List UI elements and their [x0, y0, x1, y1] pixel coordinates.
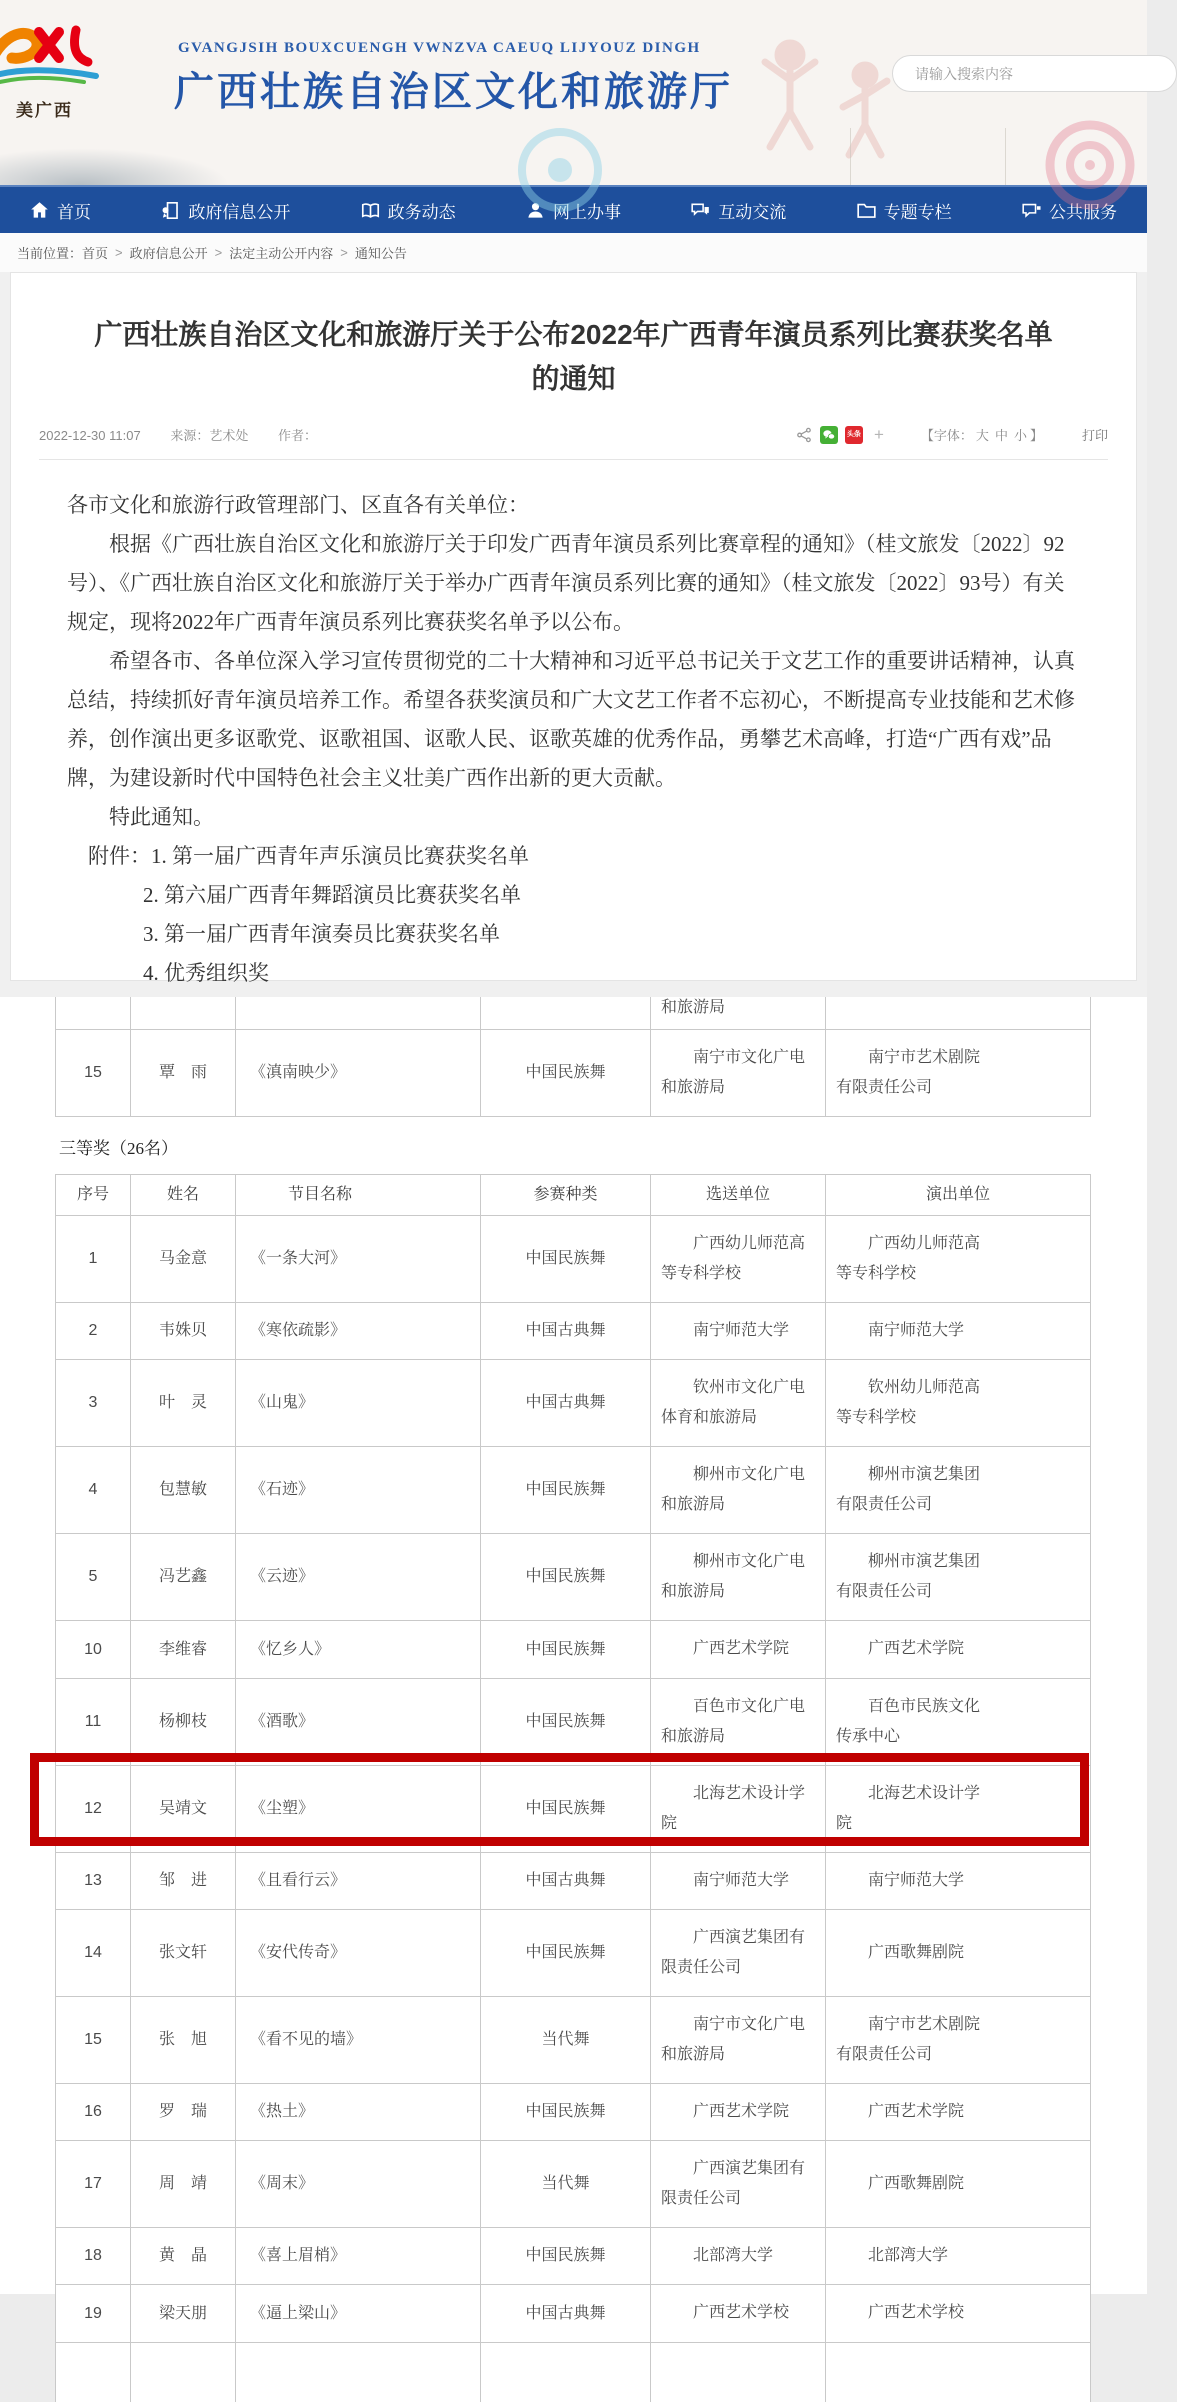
table-cell-title: 《一条大河》	[236, 1216, 481, 1303]
table-cell-name: 包慧敏	[131, 1447, 236, 1534]
table-cell-title: 《安代传奇》	[236, 1909, 481, 1996]
unit-text: 北海艺术设计学院	[661, 1784, 806, 1832]
table-cell-sender	[651, 1216, 826, 1303]
table-cell-sender	[651, 1852, 826, 1909]
nav-item-label: 政务动态	[387, 202, 456, 222]
table-cell-title: 《热土》	[236, 2083, 481, 2140]
table-cell-performer	[826, 997, 1091, 1030]
breadcrumb-item-gov-info[interactable]: 政府信息公开	[129, 246, 208, 261]
unit-text: 南宁市文化广电和旅游局	[661, 2015, 806, 2063]
nav-item-label: 互动交流	[718, 202, 787, 222]
table-header-row	[56, 1175, 1091, 1216]
table-cell-performer	[826, 1534, 1091, 1621]
nav-item-label: 政府信息公开	[188, 202, 291, 222]
table-cell-title: 《周末》	[236, 2141, 481, 2228]
table-row	[56, 1303, 1091, 1360]
table-cell-category: 中国民族舞	[481, 1678, 651, 1765]
unit-text: 广西演艺集团有限责任公司	[661, 2160, 806, 2208]
table-cell-performer	[826, 2228, 1091, 2285]
unit-text: 广西艺术学院	[868, 1640, 965, 1658]
open-book-icon	[361, 201, 380, 220]
table-cell-sender	[651, 2342, 826, 2402]
site-title: 广西壮族自治区文化和旅游厅	[174, 70, 733, 114]
article-meta	[39, 425, 1108, 460]
table-cell-category: 中国民族舞	[481, 1765, 651, 1852]
paragraph: 各市文化和旅游行政管理部门、区直各有关单位：	[67, 493, 529, 517]
table-cell-performer	[826, 1447, 1091, 1534]
table-cell-no: 16	[56, 2083, 131, 2140]
table-row	[56, 1360, 1091, 1447]
article-source: 来源：艺术处	[170, 428, 249, 443]
table-cell-no: 15	[56, 1996, 131, 2083]
table-cell-performer	[826, 1303, 1091, 1360]
breadcrumb-separator: >	[340, 245, 348, 260]
table-cell-sender	[651, 1534, 826, 1621]
table-cell-performer	[826, 2083, 1091, 2140]
paragraph: 希望各市、各单位深入学习宣传贯彻党的二十大精神和习近平总书记关于文艺工作的重要讲话精神，认真总结，持续抓好青年演员培养工作。希望各获奖演员和广大文艺工作者不忘初心，不断提高专业技能和艺术修养，创作演出更多讴歌党、讴歌祖国、讴歌人民、讴歌英雄的优秀作品，勇攀艺术高峰，打造“广西有戏”品牌，为建设新时代中国特色社会主义壮美广西作出新的更大贡献。	[67, 649, 1075, 790]
table-cell-title: 《忆乡人》	[236, 1621, 481, 1678]
table-row	[56, 2228, 1091, 2285]
table-row	[56, 997, 1091, 1030]
pink-spiral-decoration	[1030, 110, 1150, 185]
folder-icon	[857, 201, 876, 220]
nav-item-label: 专题专栏	[883, 202, 952, 222]
table-cell-no: 1	[56, 1216, 131, 1303]
divider-line	[850, 128, 851, 185]
unit-text: 钦州幼儿师范高等专科学校	[836, 1379, 981, 1427]
table-cell-sender	[651, 1621, 826, 1678]
table-cell-title: 《云迹》	[236, 1534, 481, 1621]
table-row	[56, 1030, 1091, 1117]
table-cell-title	[236, 997, 481, 1030]
table-cell-category: 中国民族舞	[481, 1621, 651, 1678]
table-cell-category: 当代舞	[481, 1996, 651, 2083]
unit-text: 广西演艺集团有限责任公司	[661, 1928, 806, 1976]
table-cell-performer	[826, 1621, 1091, 1678]
table-cell-performer	[826, 2141, 1091, 2228]
nav-item-label: 首页	[57, 202, 91, 222]
table-cell-sender	[651, 1765, 826, 1852]
table-row	[56, 1621, 1091, 1678]
table-cell-performer	[826, 1216, 1091, 1303]
third-prize-label: 三等奖（26名）	[59, 1139, 178, 1159]
main-nav	[0, 185, 1147, 233]
table-cell-name	[131, 2342, 236, 2402]
table-cell-title: 《看不见的墙》	[236, 1996, 481, 2083]
table-row	[56, 2342, 1091, 2402]
toutiao-share-icon[interactable]: 头条	[845, 426, 863, 444]
table-cell-category: 中国古典舞	[481, 1303, 651, 1360]
table-cell-no	[56, 997, 131, 1030]
more-share-icon[interactable]: +	[873, 424, 884, 444]
breadcrumb	[0, 233, 1147, 272]
third-prize-table	[55, 1174, 1091, 2402]
table-row	[56, 1909, 1091, 1996]
person-icon	[526, 201, 545, 220]
table-cell-title: 《喜上眉梢》	[236, 2228, 481, 2285]
unit-text: 柳州市文化广电和旅游局	[661, 1466, 806, 1514]
table-cell-no: 2	[56, 1303, 131, 1360]
table-cell-title	[236, 2342, 481, 2402]
paragraph: 特此通知。	[109, 805, 214, 829]
unit-text: 钦州市文化广电体育和旅游局	[661, 1379, 806, 1427]
table-cell-category	[481, 997, 651, 1030]
font-size-large-button[interactable]: 大	[975, 428, 989, 443]
table-cell-name: 邹 进	[131, 1852, 236, 1909]
table-cell-no: 13	[56, 1852, 131, 1909]
mountain-decoration	[0, 148, 230, 185]
table-cell-sender	[651, 1996, 826, 2083]
table-cell-sender	[651, 2228, 826, 2285]
unit-text: 南宁师范大学	[693, 1871, 790, 1889]
table-row	[56, 1447, 1091, 1534]
unit-text: 南宁市文化广电和旅游局	[661, 1049, 806, 1097]
table-cell-sender	[651, 1678, 826, 1765]
table-cell-name: 李维睿	[131, 1621, 236, 1678]
column-header: 演出单位	[826, 1175, 1091, 1216]
table-cell-category: 中国古典舞	[481, 1852, 651, 1909]
attachment-link[interactable]: 2. 第六届广西青年舞蹈演员比赛获奖名单	[143, 883, 521, 907]
table-row	[56, 2083, 1091, 2140]
table-cell-name	[131, 997, 236, 1030]
unit-text: 广西歌舞剧院	[868, 1943, 965, 1961]
table-cell-title: 《逼上梁山》	[236, 2285, 481, 2342]
unit-text: 南宁师范大学	[693, 1322, 790, 1340]
table-row	[56, 1765, 1091, 1852]
table-cell-name: 吴靖文	[131, 1765, 236, 1852]
unit-text: 南宁市艺术剧院有限责任公司	[836, 2015, 981, 2063]
table-cell-performer	[826, 1030, 1091, 1117]
table-cell-no: 15	[56, 1030, 131, 1117]
wechat-share-icon[interactable]	[820, 426, 838, 444]
unit-text: 北部湾大学	[693, 2247, 774, 2265]
table-cell-name: 叶 灵	[131, 1360, 236, 1447]
table-cell-name: 韦姝贝	[131, 1303, 236, 1360]
article-card	[10, 272, 1137, 985]
table-cell-no: 11	[56, 1678, 131, 1765]
table-cell-performer	[826, 1909, 1091, 1996]
table-cell-no: 4	[56, 1447, 131, 1534]
table-cell-performer	[826, 1360, 1091, 1447]
table-cell-performer	[826, 1852, 1091, 1909]
table-cell-performer	[826, 1765, 1091, 1852]
table-cell-no: 17	[56, 2141, 131, 2228]
attachment-link[interactable]: 附件：1. 第一届广西青年声乐演员比赛获奖名单	[88, 844, 529, 868]
font-widget-prefix: 【字体：	[920, 428, 973, 443]
column-header: 选送单位	[651, 1175, 826, 1216]
unit-text: 广西艺术学院	[693, 1640, 790, 1658]
table-cell-category: 中国民族舞	[481, 1534, 651, 1621]
logo-caption: 美广西	[16, 101, 73, 120]
site-logo	[0, 20, 159, 100]
table-cell-sender	[651, 1360, 826, 1447]
unit-text: 百色市文化广电和旅游局	[661, 1697, 806, 1745]
table-cell-no: 10	[56, 1621, 131, 1678]
table-cell-title: 《酒歌》	[236, 1678, 481, 1765]
table-cell-sender	[651, 1447, 826, 1534]
table-cell-sender	[651, 997, 826, 1030]
attachment-link[interactable]: 4. 优秀组织奖	[143, 961, 269, 985]
table-cell-name: 梁天朋	[131, 2285, 236, 2342]
table-cell-performer	[826, 1996, 1091, 2083]
column-header: 姓名	[131, 1175, 236, 1216]
table-cell-no: 5	[56, 1534, 131, 1621]
unit-text: 广西歌舞剧院	[868, 2175, 965, 2193]
awards-table-section	[0, 997, 1147, 2322]
article-body	[11, 460, 1136, 993]
share-group	[795, 426, 888, 444]
table-row	[56, 1216, 1091, 1303]
unit-text: 柳州市演艺集团有限责任公司	[836, 1553, 981, 1601]
unit-text: 柳州市文化广电和旅游局	[661, 1553, 806, 1601]
unit-text: 和旅游局	[661, 999, 726, 1016]
table-cell-sender	[651, 2285, 826, 2342]
unit-text: 北部湾大学	[868, 2247, 949, 2265]
table-cell-category: 中国民族舞	[481, 1909, 651, 1996]
article-title: 广西壮族自治区文化和旅游厅关于公布2022年广西青年演员系列比赛获奖名单的通知	[94, 319, 1053, 394]
table-cell-name: 周 靖	[131, 2141, 236, 2228]
table-cell-sender	[651, 1909, 826, 1996]
unit-text: 广西幼儿师范高等专科学校	[661, 1235, 806, 1283]
breadcrumb-item-home[interactable]: 首页	[82, 246, 109, 261]
font-size-medium-button[interactable]: 中	[994, 428, 1008, 443]
divider-line	[1005, 128, 1006, 185]
table-cell-name: 马金意	[131, 1216, 236, 1303]
table-cell-name: 覃 雨	[131, 1030, 236, 1117]
table-cell-category: 中国民族舞	[481, 1030, 651, 1117]
table-cell-title: 《滇南映少》	[236, 1030, 481, 1117]
nav-item-gov-news[interactable]	[341, 187, 476, 233]
nav-item-interaction[interactable]	[671, 187, 806, 233]
table-cell-title: 《山鬼》	[236, 1360, 481, 1447]
site-subtitle: GVANGJSIH BOUXCUENGH VWNZVA CAEUQ LIJYOUZ DINGH	[178, 40, 701, 56]
table-row	[56, 2141, 1091, 2228]
document-pencil-icon	[161, 201, 180, 220]
unit-text: 广西艺术学院	[693, 2102, 790, 2120]
publish-datetime: 2022-12-30 11:07	[39, 428, 141, 443]
paragraph: 根据《广西壮族自治区文化和旅游厅关于印发广西青年演员系列比赛章程的通知》（桂文旅发〔2022〕92号）、《广西壮族自治区文化和旅游厅关于举办广西青年演员系列比赛的通知》（桂文旅发〔2022〕93号）有关规定，现将2022年广西青年演员系列比赛获奖名单予以公布。	[67, 532, 1065, 634]
blue-circle-decoration	[515, 125, 605, 185]
unit-text: 广西艺术学院	[868, 2102, 965, 2120]
table-cell-performer	[826, 1678, 1091, 1765]
unit-text: 北海艺术设计学院	[836, 1784, 981, 1832]
unit-text: 广西艺术学校	[693, 2304, 790, 2322]
table-cell-title: 《尘塑》	[236, 1765, 481, 1852]
table-cell-no: 3	[56, 1360, 131, 1447]
table-cell-name: 杨柳枝	[131, 1678, 236, 1765]
column-header: 节目名称	[236, 1175, 481, 1216]
table-cell-category: 中国古典舞	[481, 1360, 651, 1447]
unit-text: 广西幼儿师范高等专科学校	[836, 1235, 981, 1283]
table-cell-category: 中国民族舞	[481, 1216, 651, 1303]
breadcrumb-item-notices[interactable]: 通知公告	[354, 246, 407, 261]
nav-item-public-services[interactable]	[1002, 187, 1137, 233]
table-cell-sender	[651, 1030, 826, 1117]
second-prize-table	[55, 997, 1091, 1117]
unit-text: 南宁师范大学	[868, 1871, 965, 1889]
service-bubble-icon	[1022, 201, 1041, 220]
table-row	[56, 1534, 1091, 1621]
site-header	[0, 0, 1147, 185]
search-input[interactable]	[913, 65, 1156, 83]
nav-item-special-columns[interactable]	[837, 187, 972, 233]
home-icon	[30, 201, 49, 220]
column-header: 序号	[56, 1175, 131, 1216]
table-cell-no: 14	[56, 1909, 131, 1996]
nav-item-home[interactable]	[10, 187, 111, 233]
table-cell-sender	[651, 1303, 826, 1360]
table-cell-category: 中国民族舞	[481, 1447, 651, 1534]
breadcrumb-separator: >	[115, 245, 123, 260]
table-cell-performer	[826, 2342, 1091, 2402]
table-row	[56, 1678, 1091, 1765]
table-cell-category: 中国古典舞	[481, 2285, 651, 2342]
table-cell-name: 黄 晶	[131, 2228, 236, 2285]
table-cell-no	[56, 2342, 131, 2402]
share-icon[interactable]	[795, 426, 813, 444]
table-cell-no: 18	[56, 2228, 131, 2285]
table-cell-no: 19	[56, 2285, 131, 2342]
unit-text: 广西艺术学校	[868, 2304, 965, 2322]
breadcrumb-item-statutory[interactable]: 法定主动公开内容	[229, 246, 334, 261]
nav-item-online-services[interactable]	[506, 187, 641, 233]
article-author: 作者：	[277, 428, 317, 443]
table-cell-name: 冯艺鑫	[131, 1534, 236, 1621]
unit-text: 柳州市演艺集团有限责任公司	[836, 1466, 981, 1514]
nav-item-label: 网上办事	[552, 202, 621, 222]
table-cell-category: 中国民族舞	[481, 2228, 651, 2285]
table-cell-name: 罗 瑞	[131, 2083, 236, 2140]
font-size-widget	[921, 425, 1043, 444]
unit-text: 百色市民族文化传承中心	[836, 1697, 981, 1745]
chat-bubbles-icon	[691, 201, 710, 220]
table-cell-title: 《寒依疏影》	[236, 1303, 481, 1360]
table-cell-name: 张文轩	[131, 1909, 236, 1996]
article-meta-right	[795, 425, 1108, 444]
table-row	[56, 1996, 1091, 2083]
breadcrumb-separator: >	[214, 245, 223, 260]
breadcrumb-prefix: 当前位置：	[17, 246, 83, 261]
table-cell-title: 《石迹》	[236, 1447, 481, 1534]
table-cell-category: 中国民族舞	[481, 2083, 651, 2140]
table-cell-category: 当代舞	[481, 2141, 651, 2228]
column-header: 参赛种类	[481, 1175, 651, 1216]
table-cell-no: 12	[56, 1765, 131, 1852]
table-cell-name: 张 旭	[131, 1996, 236, 2083]
font-widget-suffix: 】	[1029, 428, 1043, 443]
nav-item-label: 公共服务	[1048, 202, 1117, 222]
font-size-small-button[interactable]: 小	[1013, 428, 1027, 443]
table-cell-sender	[651, 2141, 826, 2228]
article-meta-left	[39, 425, 343, 444]
unit-text: 南宁市艺术剧院有限责任公司	[836, 1049, 981, 1097]
table-cell-title: 《且看行云》	[236, 1852, 481, 1909]
table-row	[56, 1852, 1091, 1909]
unit-text: 南宁师范大学	[868, 1322, 965, 1340]
nav-item-gov-info[interactable]	[141, 187, 310, 233]
print-button[interactable]: 打印	[1081, 428, 1108, 443]
table-cell-performer	[826, 2285, 1091, 2342]
search-box	[892, 55, 1177, 92]
table-row	[56, 2285, 1091, 2342]
table-cell-sender	[651, 2083, 826, 2140]
petroglyph-figures-decoration	[745, 30, 915, 160]
attachment-link[interactable]: 3. 第一届广西青年演奏员比赛获奖名单	[143, 922, 500, 946]
table-cell-category	[481, 2342, 651, 2402]
